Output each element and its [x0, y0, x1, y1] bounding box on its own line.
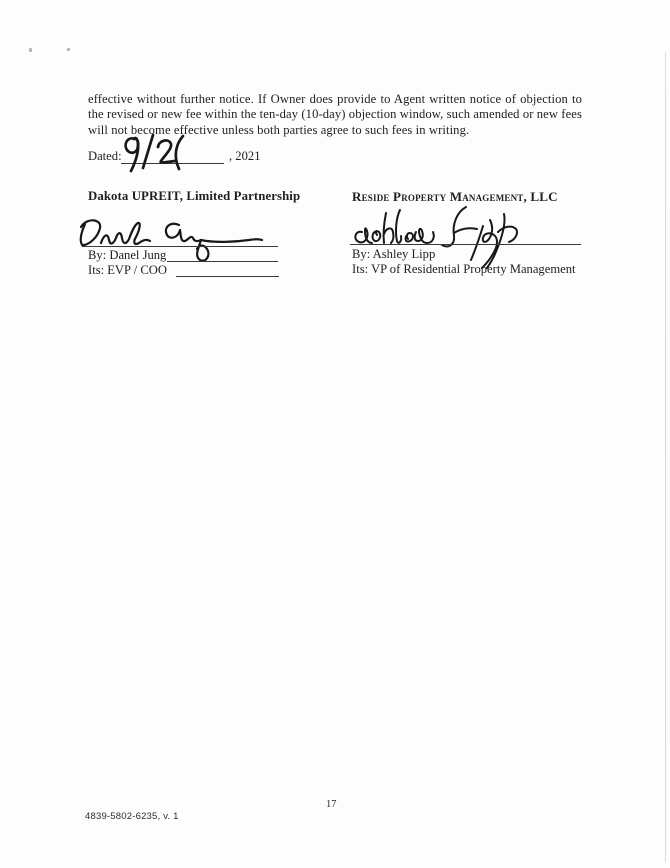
by-blank-line-left	[167, 261, 278, 262]
signature-line-left	[82, 246, 278, 247]
handwritten-date-value	[0, 0, 1, 1]
scan-edge-line	[665, 52, 666, 862]
company-name-left: Dakota UPREIT, Limited Partnership	[88, 189, 301, 203]
body-paragraph: effective without further notice. If Owner does provide to Agent written notice of objection to the revised or new fee within the ten-day (10-day) objection window, such amended or new fees will not become effective unless both parties agree to such fees in writing.	[88, 92, 582, 137]
its-blank-line-left	[176, 276, 279, 277]
by-line-left: By: Danel Jung	[88, 248, 167, 262]
signer-name-right	[0, 0, 1, 1]
page-number: 17	[326, 799, 337, 810]
signer-name-left	[0, 0, 1, 1]
dated-label: Dated:	[88, 149, 122, 163]
dated-year: , 2021	[229, 149, 261, 163]
signature-line-right	[350, 244, 581, 245]
scan-speck	[67, 48, 70, 51]
footer-doc-id: 4839-5802-6235, v. 1	[85, 811, 179, 822]
its-line-right: Its: VP of Residential Property Management	[352, 262, 576, 276]
by-line-right: By: Ashley Lipp	[352, 247, 436, 261]
company-name-right: Reside Property Management, LLC	[352, 189, 558, 204]
its-line-left: Its: EVP / COO	[88, 263, 167, 277]
scan-speck	[29, 48, 32, 52]
handwritten-date	[118, 131, 190, 175]
